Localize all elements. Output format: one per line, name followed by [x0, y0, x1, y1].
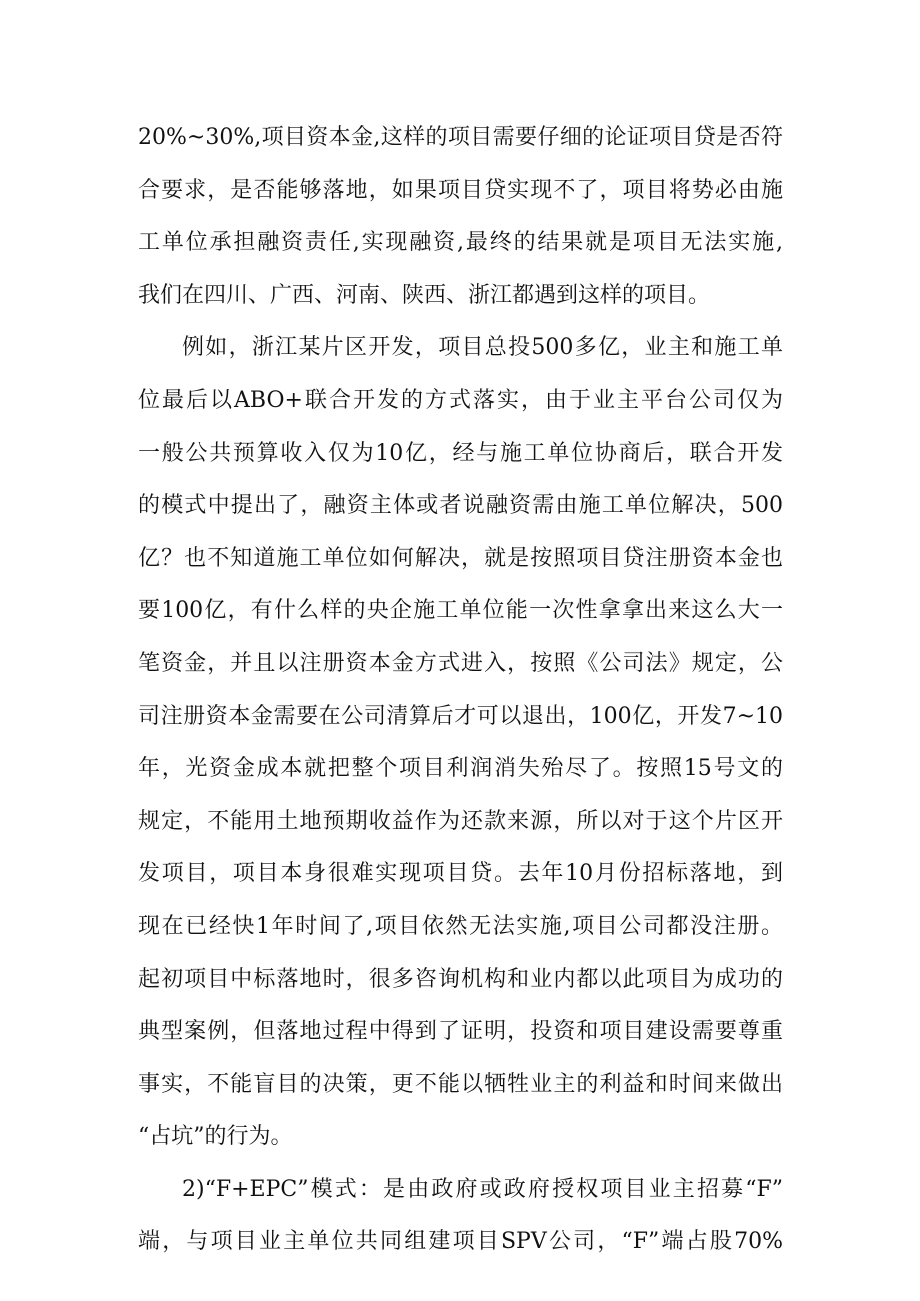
text-line: 司注册资本金需要在公司清算后才可以退出，100亿，开发7~10	[138, 703, 783, 729]
text-line: 的模式中提出了，融资主体或者说融资需由施工单位解决，500	[138, 493, 783, 519]
text-line: 例如，浙江某片区开发，项目总投500多亿，业主和施工单	[182, 335, 783, 361]
text-line: 工单位承担融资责任,实现融资,最终的结果就是项目无法实施,	[138, 230, 783, 256]
body-text	[138, 112, 783, 1269]
text-line: 合要求，是否能够落地，如果项目贷实现不了，项目将势必由施	[138, 177, 783, 203]
text-line: 2)“F+EPC”模式：是由政府或政府授权项目业主招募“F”	[182, 1176, 783, 1202]
text-line: “占坑”的行为。	[138, 1124, 293, 1150]
text-line: 规定，不能用土地预期收益作为还款来源，所以对于这个片区开	[138, 808, 783, 834]
text-line: 端，与项目业主单位共同组建项目SPV公司，“F”端占股70%	[138, 1229, 783, 1255]
text-line: 位最后以ABO+联合开发的方式落实，由于业主平台公司仅为	[138, 387, 783, 413]
text-line: 起初项目中标落地时，很多咨询机构和业内都以此项目为成功的	[138, 966, 783, 992]
text-line: 事实，不能盲目的决策，更不能以牺牲业主的利益和时间来做出	[138, 1071, 783, 1097]
text-line: 一般公共预算收入仅为10亿，经与施工单位协商后，联合开发	[138, 440, 783, 466]
text-line: 年，光资金成本就把整个项目利润消失殆尽了。按照15号文的	[138, 756, 783, 782]
text-line: 20%~30%,项目资本金,这样的项目需要仔细的论证项目贷是否符	[138, 125, 783, 150]
text-line: 发项目，项目本身很难实现项目贷。去年10月份招标落地，到	[138, 861, 783, 887]
text-line: 典型案例，但落地过程中得到了证明，投资和项目建设需要尊重	[138, 1019, 783, 1045]
text-line: 要100亿，有什么样的央企施工单位能一次性拿拿出来这么大一	[138, 598, 783, 624]
text-line: 现在已经快1年时间了,项目依然无法实施,项目公司都没注册。	[138, 913, 783, 939]
text-line: 我们在四川、广西、河南、陕西、浙江都遇到这样的项目。	[138, 282, 711, 308]
text-line: 笔资金，并且以注册资本金方式进入，按照《公司法》规定，公	[138, 650, 783, 676]
text-line: 亿？也不知道施工单位如何解决，就是按照项目贷注册资本金也	[138, 545, 783, 571]
